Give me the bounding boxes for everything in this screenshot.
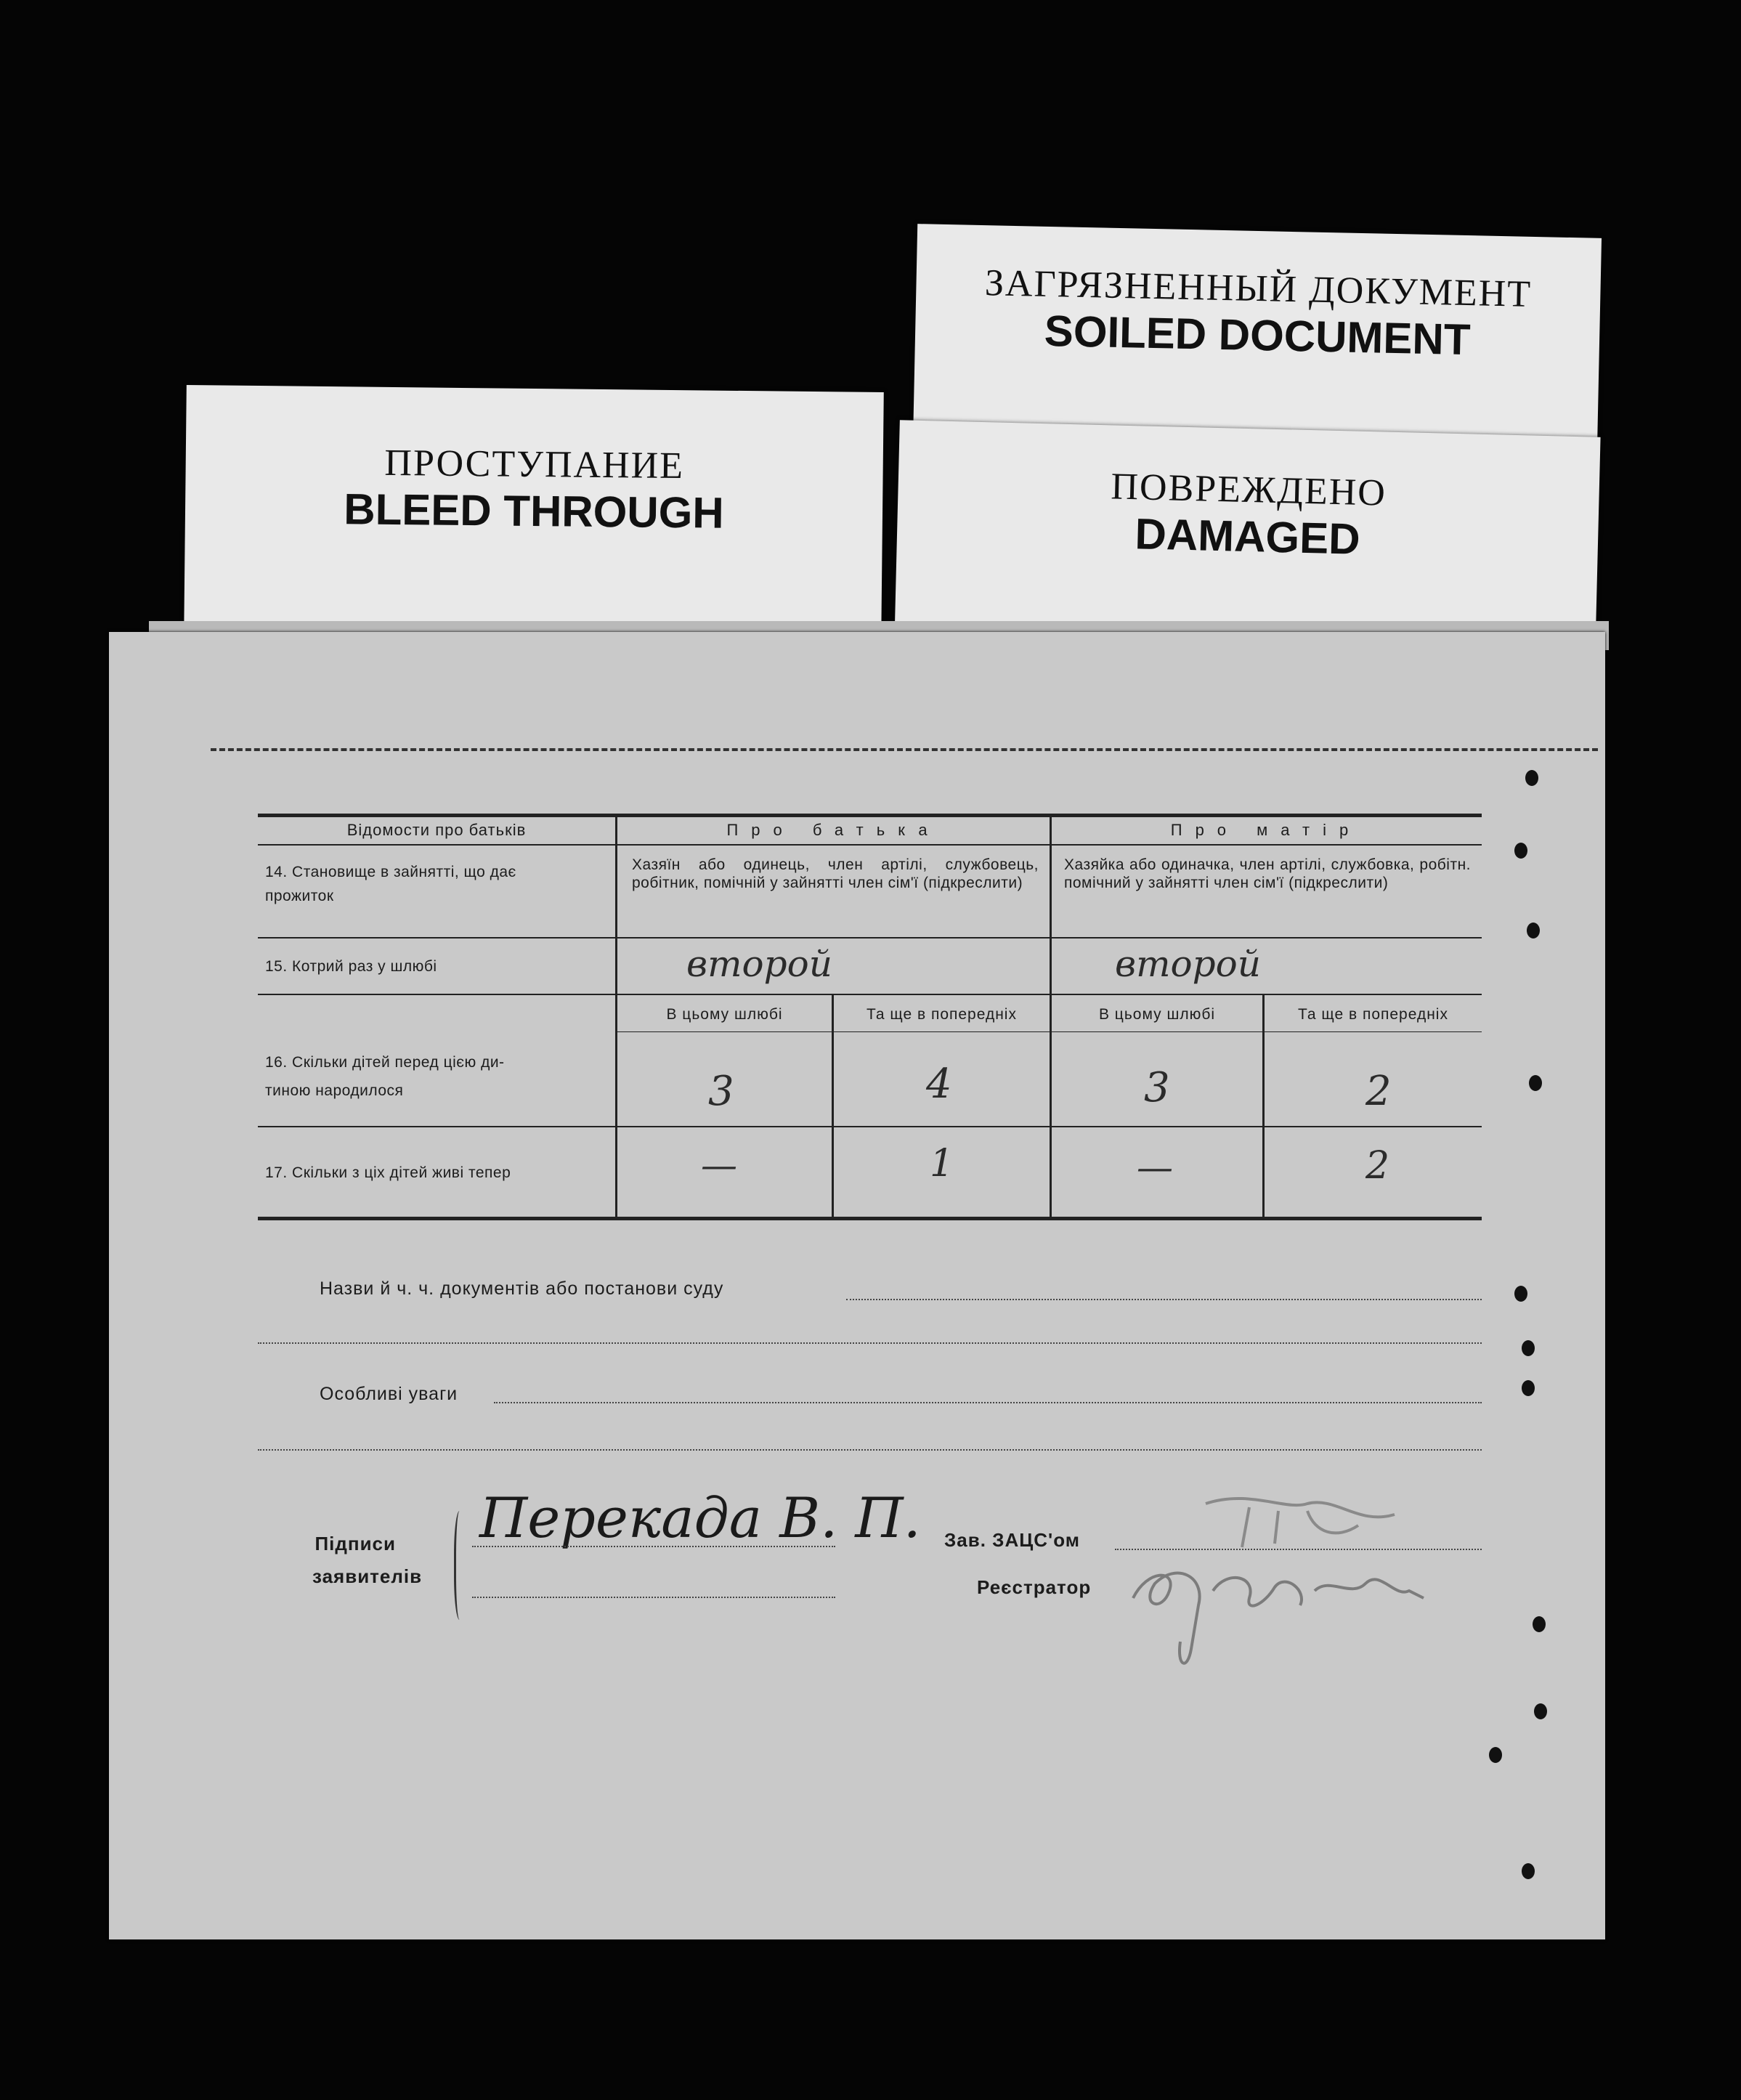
row16-mother-this: 3 [1144, 1064, 1170, 1111]
binding-hole [1533, 1616, 1546, 1632]
pencil-signature [1119, 1482, 1496, 1678]
row-rule [258, 994, 1482, 995]
row15-mother-value: второй [1115, 943, 1261, 985]
row-rule [258, 1126, 1482, 1127]
binding-hole [1527, 923, 1540, 938]
binding-hole [1525, 770, 1538, 786]
row16-label [265, 1053, 606, 1100]
row14-mother-options: Хазяйка або одиначка, член артілі, службовка, робітн. помічний у зайнятті член сім'ї (підкреслити) [1064, 856, 1471, 891]
flag-bleed-through [184, 385, 884, 643]
applicant-signature: Перекада В. П. [479, 1485, 921, 1550]
documents-line [846, 1299, 1482, 1300]
binding-hole [1529, 1075, 1542, 1091]
row17-mother-this: — [1137, 1146, 1173, 1188]
row14-father-options: Хазяїн або одинець, член артілі, службовець, робітник, помічній у зайнятті член сім'ї (підкреслити) [632, 856, 1039, 891]
row16-father-previous: 4 [926, 1061, 952, 1108]
flag-soiled-en: SOILED DOCUMENT [1044, 306, 1472, 365]
flag-soiled-ru: ЗАГРЯЗНЕННЫЙ ДОКУМЕНТ [984, 262, 1533, 315]
subheader-mother-previous: Та ще в попередніх [1298, 1006, 1448, 1023]
col-divider [1262, 995, 1265, 1220]
row15-father-value: второй [686, 943, 832, 985]
signatures-label [312, 1533, 423, 1588]
col-divider [832, 995, 834, 1220]
signatures-label-line2: заявителів [312, 1565, 423, 1587]
binding-hole [1534, 1703, 1547, 1719]
subheader-father-this: В цьому шлюбі [666, 1006, 783, 1023]
row14-label-line2: прожиток [265, 888, 334, 904]
subheader-mother-this: В цьому шлюбі [1098, 1006, 1216, 1023]
subheader-father-previous: Та ще в попередніх [867, 1006, 1017, 1023]
signature-line-1 [472, 1546, 835, 1547]
flag-soiled-document [913, 224, 1602, 456]
notes-label: Особливі уваги [320, 1384, 458, 1404]
flag-bleed-ru: ПРОСТУПАНИЕ [384, 442, 685, 487]
binding-hole [1489, 1747, 1502, 1763]
row14-label-line1: 14. Становище в зайнятті, що дає [265, 864, 516, 880]
signature-brace [454, 1511, 468, 1620]
registrar-label: Реєстратор [977, 1576, 1092, 1598]
flag-damaged-en: DAMAGED [1134, 509, 1361, 564]
documents-label: Назви й ч. ч. документів або постанови суду [320, 1278, 724, 1299]
binding-hole [1514, 843, 1527, 859]
signature-line-2 [472, 1597, 835, 1598]
row16-mother-previous: 2 [1365, 1068, 1392, 1115]
notes-line-2 [258, 1449, 1482, 1451]
binding-hole [1522, 1340, 1535, 1356]
header-info: Відомости про батьків [346, 821, 527, 839]
flag-damaged-ru: ПОВРЕЖДЕНО [1110, 466, 1387, 514]
record-page [109, 632, 1605, 1939]
binding-hole [1522, 1863, 1535, 1879]
documents-line-2 [258, 1342, 1482, 1344]
row-rule [258, 937, 1482, 938]
flag-bleed-en: BLEED THROUGH [344, 485, 725, 538]
notes-line [494, 1402, 1482, 1403]
row16-label-line1: 16. Скільки дітей перед цією ди- [265, 1054, 505, 1071]
row16-label-line2: тиною народилося [265, 1082, 404, 1099]
binding-hole [1514, 1286, 1527, 1302]
perforation-line [211, 748, 1598, 751]
signatures-label-line1: Підписи [314, 1533, 396, 1554]
head-label: Зав. ЗАЦС'ом [944, 1529, 1080, 1551]
row15-label: 15. Котрий раз у шлюбі [265, 958, 437, 975]
row16-father-this: 3 [708, 1068, 734, 1115]
row17-mother-previous: 2 [1365, 1144, 1390, 1188]
row17-father-this: — [701, 1144, 737, 1186]
header-mother: Про матір [1170, 821, 1362, 839]
row17-father-previous: 1 [930, 1142, 954, 1185]
binding-hole [1522, 1380, 1535, 1396]
header-father: Про батька [726, 821, 941, 839]
table-header-rule [258, 844, 1482, 846]
row17-label: 17. Скільки з ціх дітей живі тепер [265, 1164, 511, 1181]
table-top-rule [258, 814, 1482, 817]
table-bottom-rule [258, 1217, 1482, 1220]
row14-label [265, 863, 606, 905]
